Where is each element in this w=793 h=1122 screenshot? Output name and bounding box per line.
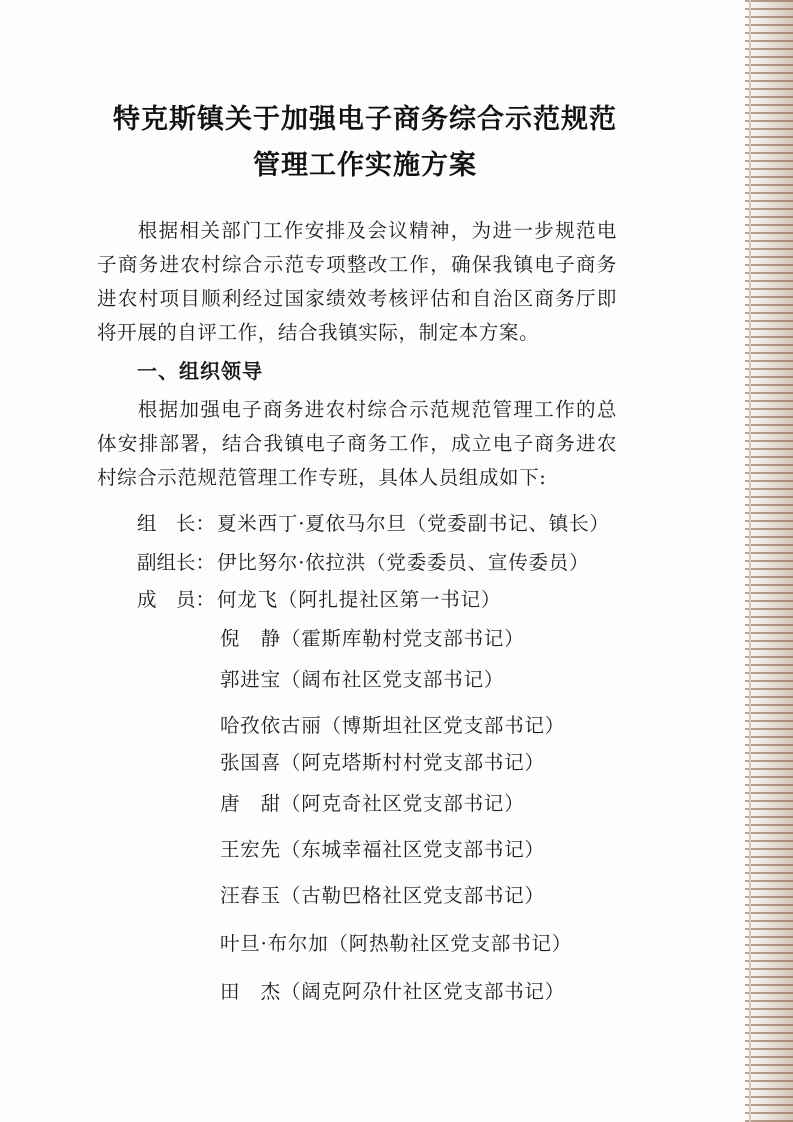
deputy-role-label: 副组长： [137, 551, 216, 574]
intro-paragraph [97, 214, 617, 350]
leader-role-label: 组 长： [137, 512, 216, 535]
binding-edge [745, 0, 793, 1122]
member-entry: 郭进宝（阔布社区党支部书记） [220, 668, 505, 691]
document-title-line-2: 管理工作实施方案 [253, 150, 477, 181]
members-role-label: 成 员： [137, 588, 216, 611]
member-entry: 张国喜（阿克塔斯村村党支部书记） [220, 751, 545, 774]
member-entry: 哈孜依古丽（博斯坦社区党支部书记） [220, 714, 566, 737]
intro-text: 根据相关部门工作安排及会议精神，为进一步规范电子商务进农村综合示范专项整改工作，确保我镇电子商务进农村项目顺利经过国家绩效考核评估和自治区商务厅即将开展的自评工作，结合我镇实际，制定本方案。 [97, 219, 617, 344]
members-line [137, 584, 501, 612]
member-entry: 汪春玉（古勒巴格社区党支部书记） [220, 884, 545, 907]
page-edge-line [749, 0, 751, 1122]
deputy-name: 伊比努尔·依拉洪（党委委员、宣传委员） [217, 551, 590, 574]
section-heading: 一、组织领导 [137, 359, 263, 383]
member-entry: 何龙飞（阿扎提社区第一书记） [217, 588, 502, 611]
member-entry: 王宏先（东城幸福社区党支部书记） [220, 838, 545, 861]
section-paragraph [97, 393, 617, 495]
member-entry: 田 杰（阔克阿尕什社区党支部书记） [220, 980, 566, 1003]
deputy-line [137, 547, 589, 575]
section-text: 根据加强电子商务进农村综合示范规范管理工作的总体安排部署，结合我镇电子商务工作，成立电子商务进农村综合示范规范管理工作专班，具体人员组成如下: [97, 398, 617, 489]
member-entry: 唐 甜（阿克奇社区党支部书记） [220, 792, 525, 815]
leader-name: 夏米西丁·夏依马尔旦（党委副书记、镇长） [217, 512, 610, 535]
member-entry: 倪 静（霍斯库勒村党支部书记） [220, 627, 525, 650]
leader-line [137, 508, 610, 536]
member-entry: 叶旦·布尔加（阿热勒社区党支部书记） [220, 932, 573, 955]
document-title-line-1: 特克斯镇关于加强电子商务综合示范规范 [113, 104, 617, 135]
